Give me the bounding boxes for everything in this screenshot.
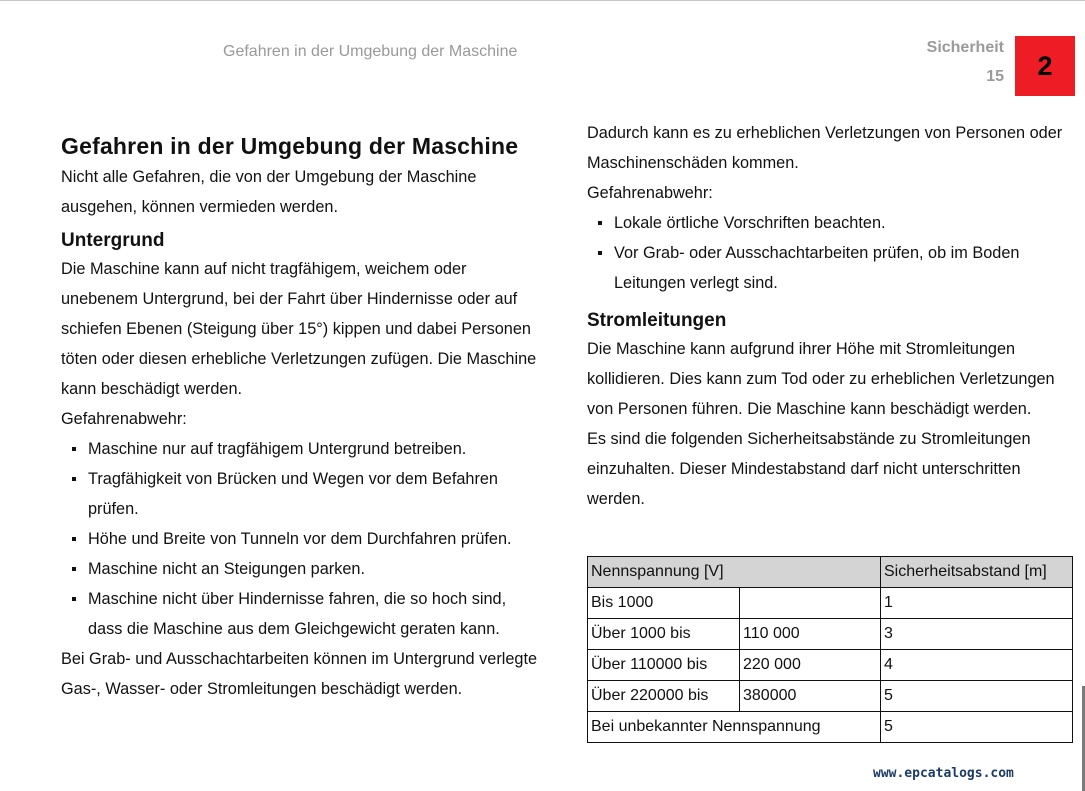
right-column (587, 118, 1072, 514)
cell-distance: 3 (881, 619, 1073, 650)
list-item: Tragfähigkeit von Brücken und Wegen vor dem Befahren prüfen. (61, 464, 541, 524)
cell-unknown-voltage: Bei unbekannter Nennspannung (588, 712, 881, 743)
cell-voltage-from: Über 220000 bis (588, 681, 740, 712)
table-row (588, 588, 1073, 619)
cell-voltage-to: 110 000 (740, 619, 881, 650)
consequence-paragraph: Dadurch kann es zu erheblichen Verletzungen von Personen oder Maschinenschäden kommen. (587, 124, 1063, 172)
header-safety-distance: Sicherheitsabstand [m] (881, 557, 1073, 588)
cell-distance: 4 (881, 650, 1073, 681)
untergrund-bullet-list (61, 434, 541, 644)
intro-paragraph: Nicht alle Gefahren, die von der Umgebung der Maschine ausgehen, können vermieden werden. (61, 168, 477, 216)
watermark-url: www.epcatalogs.com (873, 766, 1014, 781)
subsection-title-stromleitungen: Stromleitungen (587, 310, 727, 331)
page-number: 15 (986, 68, 1004, 85)
untergrund-paragraph: Die Maschine kann auf nicht tragfähigem, weichem oder unebenem Untergrund, bei der Fahrt über Hindernisse oder auf schiefen Ebenen (Steigung über 15°) kippen und dabei Personen töten oder diesen erhebliche Verletzungen zufügen. Die Maschine kann beschädigt werden. (61, 260, 537, 398)
defense-label: Gefahrenabwehr: (587, 184, 713, 202)
table-row (588, 619, 1073, 650)
list-item: Maschine nicht an Steigungen parken. (61, 554, 541, 584)
table-row (588, 650, 1073, 681)
excavation-paragraph: Bei Grab- und Ausschachtarbeiten können im Untergrund verlegte Gas-, Wasser- oder Stromleitungen beschädigt werden. (61, 650, 538, 698)
cell-voltage-to (740, 588, 881, 619)
safety-distance-paragraph: Es sind die folgenden Sicherheitsabstände zu Stromleitungen einzuhalten. Dieser Mindestabstand darf nicht unterschritten werden. (587, 430, 1031, 508)
excavation-bullet-list (587, 208, 1072, 298)
list-item: Maschine nur auf tragfähigem Untergrund betreiben. (61, 434, 541, 464)
cell-distance: 5 (881, 681, 1073, 712)
left-column (61, 118, 541, 704)
table-row (588, 681, 1073, 712)
list-item: Maschine nicht über Hindernisse fahren, die so hoch sind, dass die Maschine aus dem Gleichgewicht geraten kann. (61, 584, 541, 644)
safety-distance-table (587, 556, 1073, 743)
page-title: Gefahren in der Umgebung der Maschine (61, 133, 519, 159)
cell-voltage-from: Bis 1000 (588, 588, 740, 619)
defense-label: Gefahrenabwehr: (61, 410, 187, 428)
header-nominal-voltage: Nennspannung [V] (588, 557, 881, 588)
table-header-row (588, 557, 1073, 588)
list-item: Höhe und Breite von Tunneln vor dem Durchfahren prüfen. (61, 524, 541, 554)
table-row (588, 712, 1073, 743)
chapter-badge: 2 (1015, 36, 1075, 96)
cell-voltage-to: 380000 (740, 681, 881, 712)
power-lines-paragraph: Die Maschine kann aufgrund ihrer Höhe mit Stromleitungen kollidieren. Dies kann zum Tod oder zu erheblichen Verletzungen von Personen führen. Die Maschine kann beschädigt werden. (587, 340, 1055, 418)
cell-distance: 1 (881, 588, 1073, 619)
cell-voltage-to: 220 000 (740, 650, 881, 681)
cell-voltage-from: Über 1000 bis (588, 619, 740, 650)
subsection-title-untergrund: Untergrund (61, 230, 165, 251)
top-rule (0, 0, 1085, 1)
section-label: Sicherheit (926, 39, 1004, 56)
list-item: Lokale örtliche Vorschriften beachten. (587, 208, 1072, 238)
running-header-title: Gefahren in der Umgebung der Maschine (223, 43, 518, 60)
list-item: Vor Grab- oder Ausschachtarbeiten prüfen, ob im Boden Leitungen verlegt sind. (587, 238, 1072, 298)
cell-voltage-from: Über 110000 bis (588, 650, 740, 681)
cell-distance: 5 (881, 712, 1073, 743)
